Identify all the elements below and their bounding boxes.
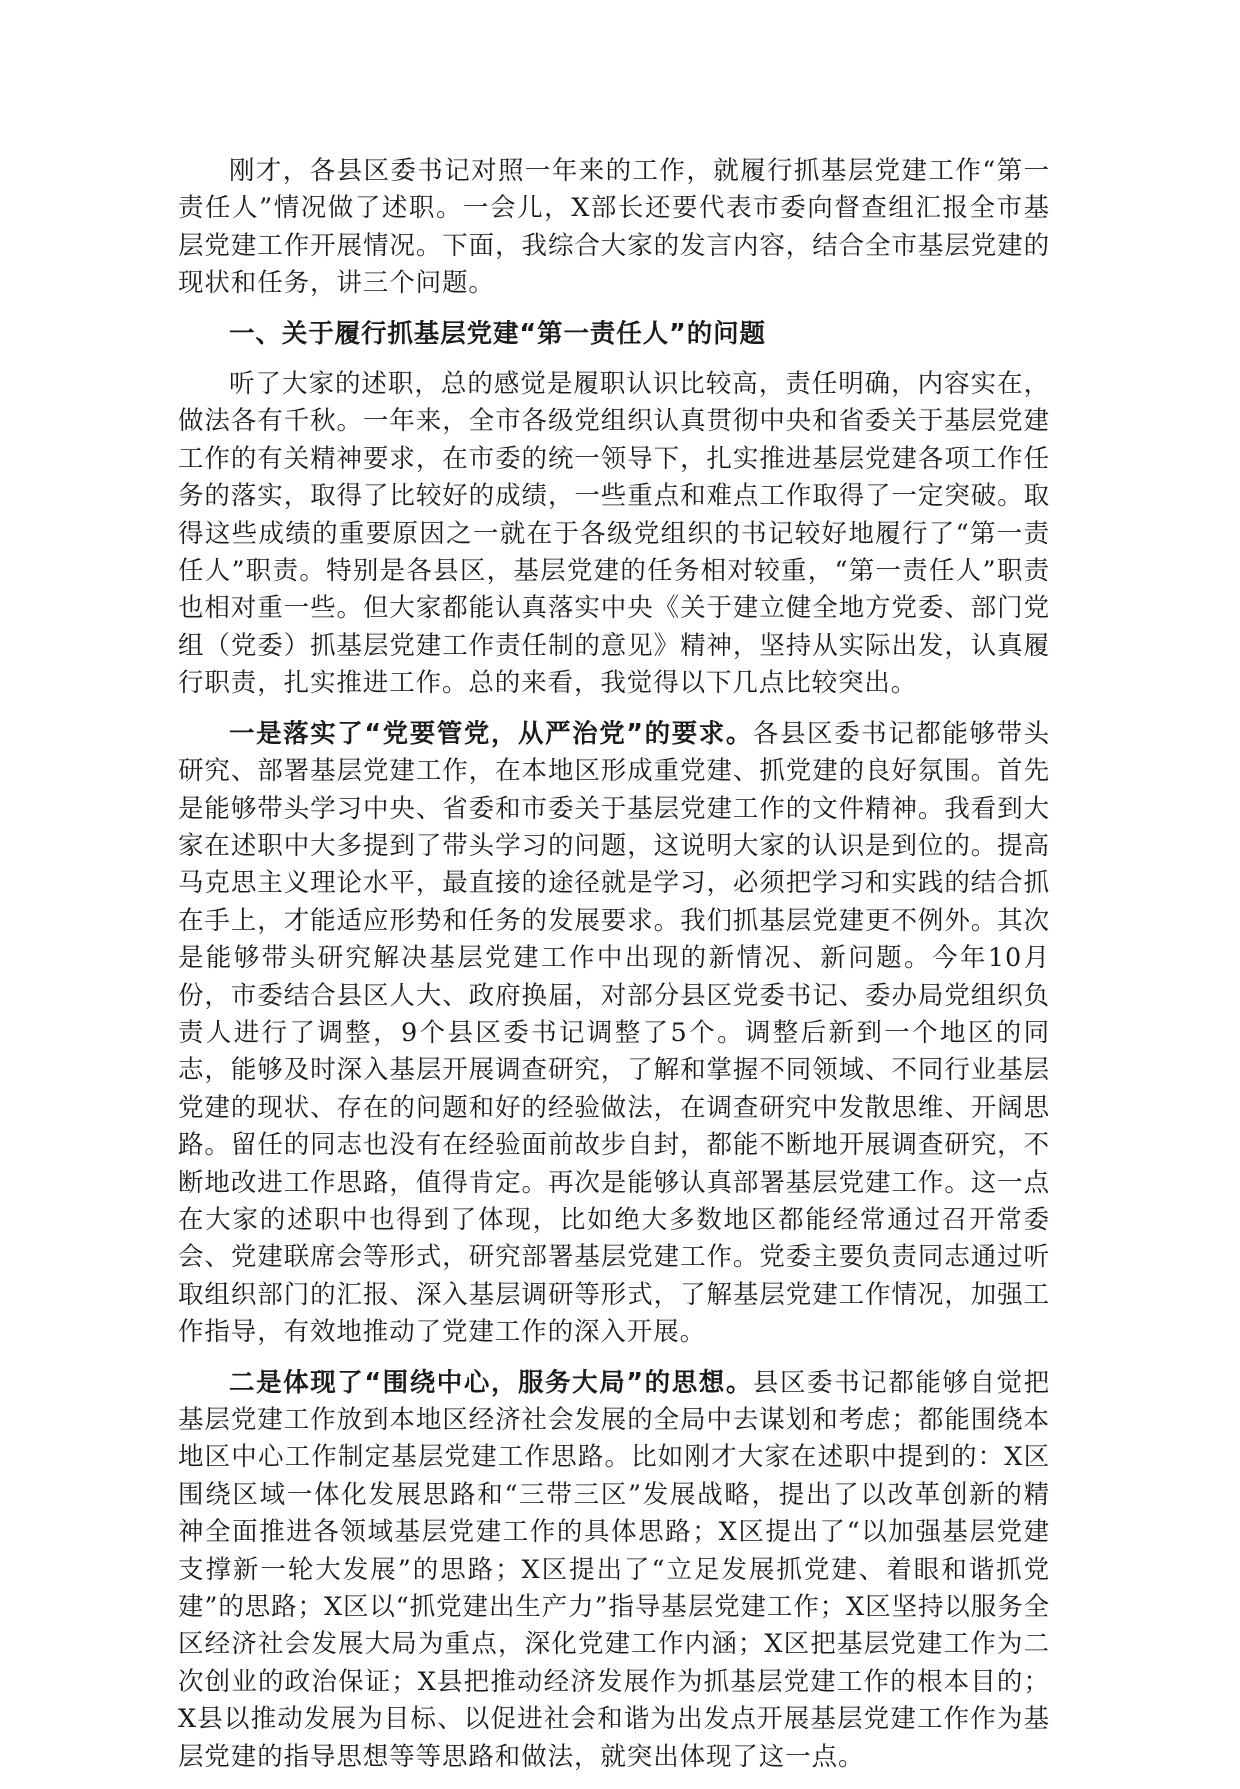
document-page [178, 153, 1050, 1789]
section-1-summary-paragraph: 听了大家的述职，总的感觉是履职认识比较高，责任明确，内容实在，做法各有千秋。一年来，全市各级党组织认真贯彻中央和省委关于基层党建工作的有关精神要求，在市委的统一领导下，扎实推进基层党建各项工作任务的落实，取得了比较好的成绩，一些重点和难点工作取得了一定突破。取得这些成绩的重要原因之一就在于各级党组织的书记较好地履行了“第一责任人”职责。特别是各县区，基层党建的任务相对较重，“第一责任人”职责也相对重一些。但大家都能认真落实中央《关于建立健全地方党委、部门党组（党委）抓基层党建工作责任制的意见》精神，坚持从实际出发，认真履行职责，扎实推进工作。总的来看，我觉得以下几点比较突出。 [178, 369, 1050, 699]
section-heading-1: 一、关于履行抓基层党建“第一责任人”的问题 [229, 318, 766, 349]
point-2-paragraph [178, 1365, 1050, 1776]
point-1-lead: 一是落实了“党要管党，从严治党”的要求。 [229, 718, 753, 749]
point-1-body: 各县区委书记都能够带头研究、部署基层党建工作，在本地区形成重党建、抓党建的良好氛围。首先是能够带头学习中央、省委和市委关于基层党建工作的文件精神。我看到大家在述职中大多提到了带头学习的问题，这说明大家的认识是到位的。提高马克思主义理论水平，最直接的途径就是学习，必须把学习和实践的结合抓在手上，才能适应形势和任务的发展要求。我们抓基层党建更不例外。其次是能够带头研究解决基层党建工作中出现的新情况、新问题。今年10月份，市委结合县区人大、政府换届，对部分县区党委书记、委办局党组织负责人进行了调整，9个县区委书记调整了5个。调整后新到一个地区的同志，能够及时深入基层开展调查研究，了解和掌握不同领域、不同行业基层党建的现状、存在的问题和好的经验做法，在调查研究中发散思维、开阔思路。留任的同志也没有在经验面前故步自封，都能不断地开展调查研究，不断地改进工作思路，值得肯定。再次是能够认真部署基层党建工作。这一点在大家的述职中也得到了体现，比如绝大多数地区都能经常通过召开常委会、党建联席会等形式，研究部署基层党建工作。党委主要负责同志通过听取组织部门的汇报、深入基层调研等形式，了解基层党建工作情况，加强工作指导，有效地推动了党建工作的深入开展。 [178, 718, 1050, 1348]
point-2-lead: 二是体现了“围绕中心，服务大局”的思想。 [229, 1367, 753, 1398]
point-1-paragraph [178, 716, 1050, 1352]
point-2-body: 县区委书记都能够自觉把基层党建工作放到本地区经济社会发展的全局中去谋划和考虑；都能围绕本地区中心工作制定基层党建工作思路。比如刚才大家在述职中提到的：X区围绕区域一体化发展思路和“三带三区”发展战略，提出了以改革创新的精神全面推进各领域基层党建工作的具体思路；X区提出了“以加强基层党建支撑新一轮大发展”的思路；X区提出了“立足发展抓党建、着眼和谐抓党建”的思路；X区以“抓党建出生产力”指导基层党建工作；X区坚持以服务全区经济社会发展大局为重点，深化党建工作内涵；X区把基层党建工作为二次创业的政治保证；X县把推动经济发展作为抓基层党建工作的根本目的；X县以推动发展为目标、以促进社会和谐为出发点开展基层党建工作作为基层党建的指导思想等等思路和做法，就突出体现了这一点。 [178, 1367, 1050, 1772]
intro-paragraph: 刚才，各县区委书记对照一年来的工作，就履行抓基层党建工作“第一责任人”情况做了述职。一会儿，X部长还要代表市委向督查组汇报全市基层党建工作开展情况。下面，我综合大家的发言内容，结合全市基层党建的现状和任务，讲三个问题。 [178, 156, 1050, 299]
